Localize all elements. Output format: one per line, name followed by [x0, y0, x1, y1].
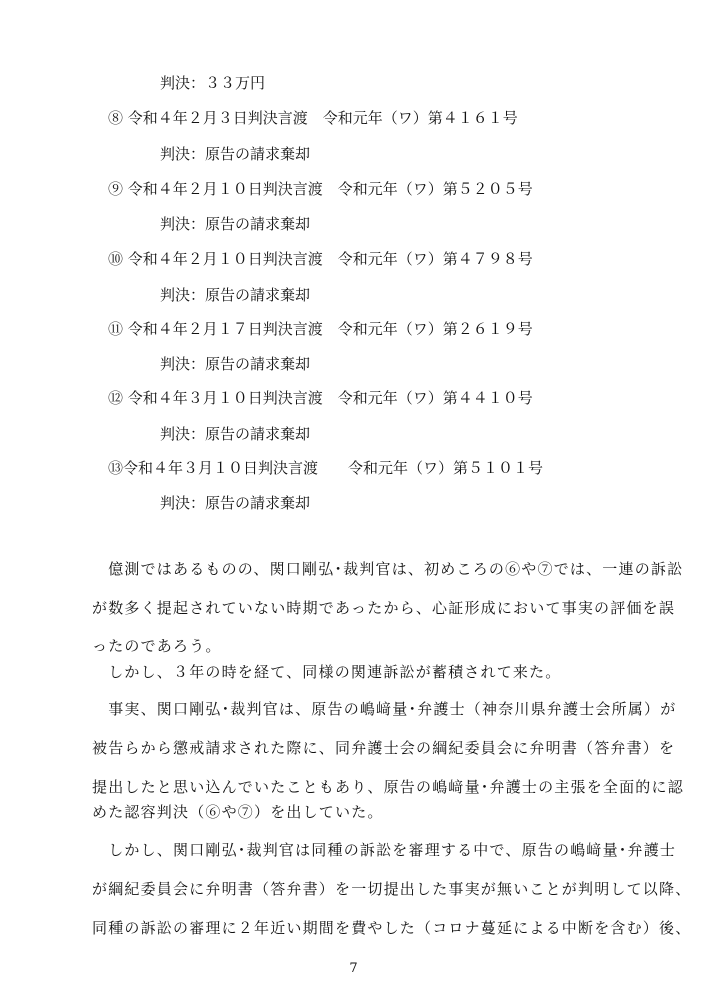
- paragraph-line-3: ったのであろう。: [92, 637, 222, 655]
- judgment-10-title: ⑩ 令和４年２月１０日判決言渡 令和元年（ワ）第４７９８号: [108, 250, 533, 268]
- paragraph-line-6: 被告らから懲戒請求された際に、同弁護士会の綱紀委員会に弁明書（答弁書）を: [92, 739, 676, 757]
- judgment-12-title: ⑫ 令和４年３月１０日判決言渡 令和元年（ワ）第４４１０号: [108, 389, 533, 407]
- paragraph-line-5: 事実、関口剛弘･裁判官は、原告の嶋﨑量･弁護士（神奈川県弁護士会所属）が: [92, 700, 677, 718]
- paragraph-line-2: が数多く提起されていない時期であったから、心証形成において事実の評価を誤: [92, 599, 676, 617]
- paragraph-line-8: めた認容判決（⑥や⑦）を出していた。: [92, 803, 384, 821]
- page-number: 7: [349, 961, 358, 976]
- top-judgment-result: 判決：３３万円: [160, 74, 266, 92]
- judgment-10-result: 判決：原告の請求棄却: [160, 286, 311, 304]
- paragraph-line-1: 億測ではあるものの、関口剛弘･裁判官は、初めころの⑥や⑦では、一連の訴訟: [92, 560, 684, 578]
- paragraph-line-4: しかし、３年の時を経て、同様の関連訴訟が蓄積されて来た。: [92, 663, 562, 681]
- paragraph-line-9: しかし、関口剛弘･裁判官は同種の訴訟を審理する中で、原告の嶋﨑量･弁護士: [92, 841, 677, 859]
- paragraph-line-7: 提出したと思い込んでいたこともあり、原告の嶋﨑量･弁護士の主張を全面的に認: [92, 778, 684, 796]
- judgment-8-title: ⑧ 令和４年２月３日判決言渡 令和元年（ワ）第４１６１号: [108, 109, 518, 127]
- judgment-9-result: 判決：原告の請求棄却: [160, 215, 311, 233]
- judgment-9-title: ⑨ 令和４年２月１０日判決言渡 令和元年（ワ）第５２０５号: [108, 180, 533, 198]
- judgment-12-result: 判決：原告の請求棄却: [160, 425, 311, 443]
- judgment-11-title: ⑪ 令和４年２月１７日判決言渡 令和元年（ワ）第２６１９号: [108, 320, 533, 338]
- paragraph-line-10: が綱紀委員会に弁明書（答弁書）を一切提出した事実が無いことが判明して以降、: [92, 880, 692, 898]
- judgment-11-result: 判決：原告の請求棄却: [160, 355, 311, 373]
- judgment-13-result: 判決：原告の請求棄却: [160, 494, 311, 512]
- judgment-8-result: 判決：原告の請求棄却: [160, 145, 311, 163]
- paragraph-line-11: 同種の訴訟の審理に２年近い期間を費やした（コロナ蔓延による中断を含む）後、: [92, 919, 692, 937]
- judgment-13-title: ⑬令和４年３月１０日判決言渡 令和元年（ワ）第５１０１号: [108, 459, 544, 477]
